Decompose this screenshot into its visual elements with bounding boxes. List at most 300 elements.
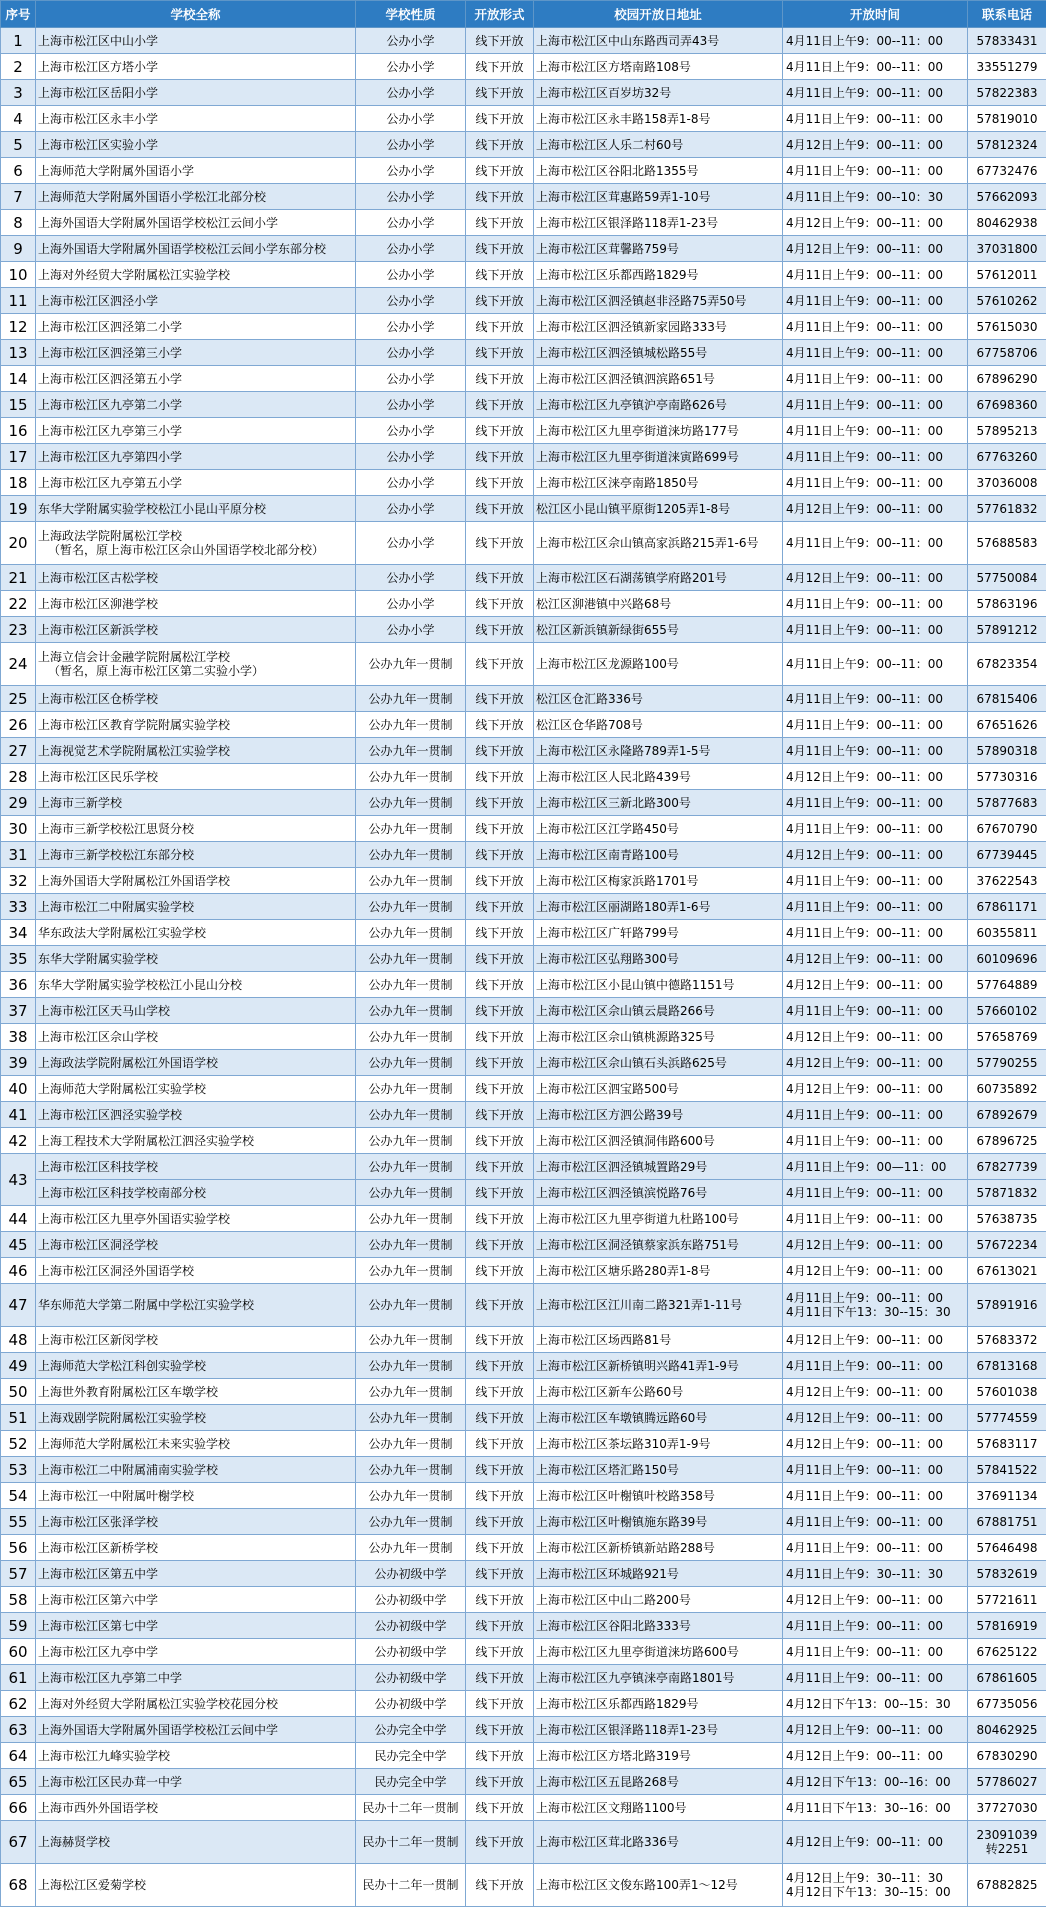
school-name (36, 1258, 356, 1284)
open-time (783, 210, 968, 236)
contact-phone-line: 57662093 (976, 189, 1038, 204)
table-row (1, 1154, 1046, 1180)
open-time (783, 1795, 968, 1821)
contact-phone-line: 37036008 (976, 475, 1038, 490)
row-number: 34 (1, 920, 36, 946)
school-type: 公办小学 (356, 236, 466, 262)
school-type: 公办九年一贯制 (356, 920, 466, 946)
contact-phone (968, 686, 1046, 712)
open-time-line: 4月12日上午9：00--11：00 (786, 951, 944, 966)
open-mode: 线下开放 (466, 470, 534, 496)
contact-phone-line: 57877683 (976, 795, 1038, 810)
school-name (36, 894, 356, 920)
open-time-line: 4月11日上午9：00--11：00 (786, 717, 944, 732)
school-name (36, 764, 356, 790)
row-number: 29 (1, 790, 36, 816)
school-address: 上海市松江区丽湖路180弄1-6号 (534, 894, 783, 920)
table-row (1, 764, 1046, 790)
school-type: 公办九年一贯制 (356, 894, 466, 920)
school-type: 公办小学 (356, 366, 466, 392)
table-row (1, 236, 1046, 262)
contact-phone-line: 67763260 (976, 449, 1038, 464)
open-mode: 线下开放 (466, 54, 534, 80)
school-type: 公办九年一贯制 (356, 972, 466, 998)
school-type: 公办小学 (356, 314, 466, 340)
school-address: 上海市松江区方泗公路39号 (534, 1102, 783, 1128)
contact-phone-line: 67758706 (976, 345, 1038, 360)
open-time (783, 565, 968, 591)
school-name-line: 上海市松江区张泽学校 (38, 1514, 159, 1529)
school-type: 公办小学 (356, 288, 466, 314)
row-number: 6 (1, 158, 36, 184)
contact-phone-line: 57683117 (976, 1436, 1038, 1451)
table-row (1, 1561, 1046, 1587)
row-number: 42 (1, 1128, 36, 1154)
row-number: 58 (1, 1587, 36, 1613)
school-address: 上海市松江区泗泾镇新家园路333号 (534, 314, 783, 340)
school-name-line: 上海市松江九峰实验学校 (38, 1748, 171, 1763)
school-name-line: 上海世外教育附属松江区车墩学校 (38, 1384, 219, 1399)
open-time (783, 1691, 968, 1717)
school-type: 公办九年一贯制 (356, 1154, 466, 1180)
table-row (1, 262, 1046, 288)
school-address: 上海市松江区文翔路1100号 (534, 1795, 783, 1821)
row-number: 40 (1, 1076, 36, 1102)
contact-phone (968, 998, 1046, 1024)
open-time (783, 1639, 968, 1665)
school-type: 公办九年一贯制 (356, 1327, 466, 1353)
school-address: 上海市松江区九亭镇沪亭南路626号 (534, 392, 783, 418)
school-type: 民办十二年一贯制 (356, 1821, 466, 1864)
school-name (36, 158, 356, 184)
open-time (783, 816, 968, 842)
open-time-line: 4月12日上午9：00--11：00 (786, 977, 944, 992)
school-name-line: 上海市松江区科技学校南部分校 (38, 1185, 207, 1200)
contact-phone-line: 57833431 (976, 33, 1038, 48)
school-type: 公办九年一贯制 (356, 712, 466, 738)
school-address: 上海市松江区方塔南路108号 (534, 54, 783, 80)
school-name-line: 上海市松江区岳阳小学 (38, 85, 159, 100)
open-time (783, 1431, 968, 1457)
table-row (1, 1024, 1046, 1050)
contact-phone (968, 1561, 1046, 1587)
open-mode: 线下开放 (466, 236, 534, 262)
school-name-line: 上海市松江区九里亭外国语实验学校 (38, 1211, 231, 1226)
open-mode: 线下开放 (466, 1717, 534, 1743)
table-row (1, 790, 1046, 816)
open-mode: 线下开放 (466, 972, 534, 998)
school-name (36, 1717, 356, 1743)
school-address: 上海市松江区车墩镇腾远路60号 (534, 1405, 783, 1431)
contact-phone (968, 314, 1046, 340)
school-name-line: 上海工程技术大学附属松江泗泾实验学校 (38, 1133, 255, 1148)
open-mode: 线下开放 (466, 1431, 534, 1457)
school-name (36, 1795, 356, 1821)
row-number: 64 (1, 1743, 36, 1769)
school-name (36, 184, 356, 210)
school-type: 公办九年一贯制 (356, 1379, 466, 1405)
contact-phone-line: 67881751 (976, 1514, 1038, 1529)
open-time (783, 1717, 968, 1743)
header-open-time: 开放时间 (783, 1, 968, 28)
table-row (1, 106, 1046, 132)
open-mode: 线下开放 (466, 842, 534, 868)
school-name-line: 上海视觉艺术学院附属松江实验学校 (38, 743, 231, 758)
open-time-line: 4月11日上午9：00--11：00 (786, 1644, 944, 1659)
school-name-line: 上海师范大学附属松江未来实验学校 (38, 1436, 231, 1451)
row-number: 50 (1, 1379, 36, 1405)
school-name (36, 998, 356, 1024)
school-name (36, 617, 356, 643)
school-address: 上海市松江区弘翔路300号 (534, 946, 783, 972)
row-number: 37 (1, 998, 36, 1024)
school-address: 上海市松江区叶榭镇叶校路358号 (534, 1483, 783, 1509)
open-time-line: 4月11日上午9：00--11：00 (786, 1514, 944, 1529)
school-name (36, 28, 356, 54)
school-name-line: 华东师范大学第二附属中学松江实验学校 (38, 1298, 255, 1312)
school-name-line: 上海外国语大学附属外国语学校松江云间小学 (38, 215, 279, 230)
contact-phone (968, 1743, 1046, 1769)
row-number: 51 (1, 1405, 36, 1431)
open-mode: 线下开放 (466, 1535, 534, 1561)
school-type: 公办九年一贯制 (356, 1353, 466, 1379)
school-name (36, 1431, 356, 1457)
school-name-line: 上海市松江区第七中学 (38, 1618, 159, 1633)
open-mode: 线下开放 (466, 1102, 534, 1128)
open-time-line: 4月11日上午9：00--11：00 (786, 449, 944, 464)
contact-phone-line: 67861605 (976, 1670, 1038, 1685)
open-time-line: 4月12日上午9：00--11：00 (786, 769, 944, 784)
open-time-line: 4月11日上午9：00--11：00 (786, 33, 944, 48)
open-time-line: 4月11日上午9：00--11：00 (786, 795, 944, 810)
row-number: 11 (1, 288, 36, 314)
open-time (783, 314, 968, 340)
contact-phone-line: 67613021 (976, 1263, 1038, 1278)
open-mode: 线下开放 (466, 617, 534, 643)
open-time-line: 4月11日上午9：00--11：00 (786, 622, 944, 637)
contact-phone (968, 1128, 1046, 1154)
school-name (36, 470, 356, 496)
school-type: 公办九年一贯制 (356, 764, 466, 790)
school-address: 上海市松江区九亭镇涞亭南路1801号 (534, 1665, 783, 1691)
open-mode: 线下开放 (466, 444, 534, 470)
open-time-line: 4月12日上午9：00--11：00 (786, 1384, 944, 1399)
open-time-line: 4月11日上午9：00--10：30 (786, 189, 944, 204)
school-name-line: 东华大学附属实验学校松江小昆山分校 (38, 977, 243, 992)
school-type: 公办初级中学 (356, 1639, 466, 1665)
contact-phone (968, 1795, 1046, 1821)
open-time (783, 470, 968, 496)
table-row (1, 1795, 1046, 1821)
school-address: 上海市松江区人乐二村60号 (534, 132, 783, 158)
contact-phone-line: 67625122 (976, 1644, 1038, 1659)
school-type: 公办小学 (356, 158, 466, 184)
open-mode: 线下开放 (466, 1180, 534, 1206)
contact-phone (968, 1769, 1046, 1795)
school-name-line: 东华大学附属实验学校 (38, 951, 159, 966)
school-name (36, 418, 356, 444)
contact-phone-line: 37691134 (976, 1488, 1038, 1503)
school-name (36, 288, 356, 314)
contact-phone-line: 57774559 (976, 1410, 1038, 1425)
table-row (1, 1284, 1046, 1327)
contact-phone-line: 57863196 (976, 596, 1038, 611)
table-row (1, 132, 1046, 158)
school-address: 上海市松江区九里亭街道九杜路100号 (534, 1206, 783, 1232)
school-type: 公办小学 (356, 132, 466, 158)
school-address: 上海市松江区泗泾镇洞伟路600号 (534, 1128, 783, 1154)
open-time-line: 4月11日上午9：00--11：00 (786, 397, 944, 412)
school-address: 上海市松江区泗泾镇城松路55号 (534, 340, 783, 366)
school-name (36, 1457, 356, 1483)
school-type: 公办九年一贯制 (356, 1232, 466, 1258)
contact-phone-line: 37727030 (976, 1800, 1038, 1815)
contact-phone-line: 57832619 (976, 1566, 1038, 1581)
school-name-line: 上海市松江区古松学校 (38, 570, 159, 585)
header-row (1, 1, 1046, 28)
school-type: 公办小学 (356, 522, 466, 565)
contact-phone-line: 57816919 (976, 1618, 1038, 1633)
school-name-line: （暂名，原上海市松江区佘山外国语学校北部分校） (48, 543, 325, 557)
contact-phone-line: 67861171 (976, 899, 1038, 914)
row-number: 47 (1, 1284, 36, 1327)
open-mode: 线下开放 (466, 1613, 534, 1639)
table-row (1, 1613, 1046, 1639)
open-mode: 线下开放 (466, 1743, 534, 1769)
school-address: 上海市松江区茸北路336号 (534, 1821, 783, 1864)
school-address: 上海市松江区泗泾镇城置路29号 (534, 1154, 783, 1180)
school-name-line: 上海市松江一中附属叶榭学校 (38, 1488, 195, 1503)
row-number: 26 (1, 712, 36, 738)
open-time-line: 4月12日上午9：00--11：00 (786, 1263, 944, 1278)
school-name-line: 上海市松江区永丰小学 (38, 111, 159, 126)
contact-phone (968, 262, 1046, 288)
open-time-line: 4月11日上午9：00--11：00 (786, 1003, 944, 1018)
contact-phone (968, 1821, 1046, 1864)
open-time (783, 1128, 968, 1154)
table-row (1, 54, 1046, 80)
school-name (36, 132, 356, 158)
school-name (36, 1180, 356, 1206)
open-mode: 线下开放 (466, 1206, 534, 1232)
row-number: 20 (1, 522, 36, 565)
open-time-line: 4月11日上午9：00--11：00 (786, 743, 944, 758)
school-name (36, 868, 356, 894)
school-address: 上海市松江区银泽路118弄1-23号 (534, 210, 783, 236)
school-name (36, 1691, 356, 1717)
school-name-line: 上海市松江区泖港学校 (38, 596, 159, 611)
row-number: 36 (1, 972, 36, 998)
table-row (1, 314, 1046, 340)
open-time (783, 1509, 968, 1535)
open-time-line: 4月11日上午9：00--11：00 (786, 1211, 944, 1226)
contact-phone (968, 1717, 1046, 1743)
open-time (783, 1284, 968, 1327)
row-number: 21 (1, 565, 36, 591)
school-type: 公办小学 (356, 565, 466, 591)
school-name (36, 1769, 356, 1795)
contact-phone-line: 57841522 (976, 1462, 1038, 1477)
school-name-line: 上海市松江区洞泾学校 (38, 1237, 159, 1252)
school-address: 上海市松江区银泽路118弄1-23号 (534, 1717, 783, 1743)
open-time (783, 262, 968, 288)
open-time-line: 4月11日上午9：00--11：00 (786, 536, 944, 550)
open-time-line: 4月11日上午9：00--11：00 (786, 371, 944, 386)
row-number: 65 (1, 1769, 36, 1795)
contact-phone (968, 1102, 1046, 1128)
open-time (783, 1587, 968, 1613)
school-name (36, 1864, 356, 1907)
school-type: 公办小学 (356, 28, 466, 54)
school-name (36, 790, 356, 816)
contact-phone-line: 67698360 (976, 397, 1038, 412)
contact-phone (968, 522, 1046, 565)
open-mode: 线下开放 (466, 946, 534, 972)
table-row (1, 1258, 1046, 1284)
row-number: 23 (1, 617, 36, 643)
contact-phone (968, 1232, 1046, 1258)
row-number: 44 (1, 1206, 36, 1232)
contact-phone (968, 946, 1046, 972)
school-name (36, 1076, 356, 1102)
row-number: 14 (1, 366, 36, 392)
open-time (783, 1180, 968, 1206)
row-number: 17 (1, 444, 36, 470)
contact-phone (968, 972, 1046, 998)
table-row (1, 565, 1046, 591)
school-name (36, 392, 356, 418)
table-row (1, 591, 1046, 617)
row-number: 41 (1, 1102, 36, 1128)
open-time (783, 643, 968, 686)
contact-phone-line: 67892679 (976, 1107, 1038, 1122)
school-type: 公办小学 (356, 444, 466, 470)
school-name-line: 上海外国语大学附属外国语学校松江云间小学东部分校 (38, 241, 327, 256)
school-address: 松江区仓汇路336号 (534, 686, 783, 712)
contact-phone-line: 57683372 (976, 1332, 1038, 1347)
table-row (1, 643, 1046, 686)
contact-phone (968, 1535, 1046, 1561)
open-time-line: 4月11日上午9：00--11：00 (786, 293, 944, 308)
contact-phone (968, 1024, 1046, 1050)
school-name (36, 972, 356, 998)
school-type: 公办小学 (356, 54, 466, 80)
header-phone: 联系电话 (968, 1, 1046, 28)
contact-phone-line: 67823354 (976, 657, 1038, 671)
row-number: 43 (1, 1154, 36, 1206)
row-number: 59 (1, 1613, 36, 1639)
contact-phone (968, 842, 1046, 868)
school-type: 公办初级中学 (356, 1691, 466, 1717)
school-name (36, 1535, 356, 1561)
school-address: 上海市松江区新桥镇明兴路41弄1-9号 (534, 1353, 783, 1379)
contact-phone (968, 28, 1046, 54)
contact-phone-line: 67830290 (976, 1748, 1038, 1763)
table-row (1, 80, 1046, 106)
school-address: 上海市松江区泗泾镇泗滨路651号 (534, 366, 783, 392)
open-time-line: 4月11日上午9：00--11：00 (786, 163, 944, 178)
contact-phone-line: 57895213 (976, 423, 1038, 438)
contact-phone-line: 67882825 (976, 1878, 1038, 1892)
row-number: 61 (1, 1665, 36, 1691)
contact-phone-line: 57790255 (976, 1055, 1038, 1070)
open-mode: 线下开放 (466, 1691, 534, 1717)
school-name (36, 591, 356, 617)
contact-phone (968, 643, 1046, 686)
open-mode: 线下开放 (466, 1327, 534, 1353)
school-type: 公办小学 (356, 106, 466, 132)
school-name-line: 上海市松江区九亭中学 (38, 1644, 159, 1659)
open-time (783, 1769, 968, 1795)
school-address: 上海市松江区三新北路300号 (534, 790, 783, 816)
open-time-line: 4月11日上午9：00--11：00 (786, 596, 944, 611)
school-name (36, 106, 356, 132)
school-type: 民办完全中学 (356, 1743, 466, 1769)
open-mode: 线下开放 (466, 314, 534, 340)
school-name (36, 1102, 356, 1128)
contact-phone (968, 1076, 1046, 1102)
open-time (783, 340, 968, 366)
contact-phone (968, 106, 1046, 132)
open-time (783, 591, 968, 617)
school-name (36, 1665, 356, 1691)
open-time-line: 4月11日上午9：00--11：00 (786, 873, 944, 888)
table-row (1, 1206, 1046, 1232)
open-time-line: 4月12日上午9：00--11：00 (786, 1055, 944, 1070)
contact-phone (968, 1509, 1046, 1535)
open-time-line: 4月11日上午9：00--11：00 (786, 85, 944, 100)
open-time-line: 4月12日上午9：00--11：00 (786, 847, 944, 862)
school-type: 公办九年一贯制 (356, 1076, 466, 1102)
school-type: 公办小学 (356, 184, 466, 210)
school-name-line: 上海松江区爱菊学校 (38, 1878, 147, 1892)
open-time (783, 1102, 968, 1128)
school-name (36, 842, 356, 868)
open-time (783, 1353, 968, 1379)
table-row (1, 712, 1046, 738)
school-address: 上海市松江区茶坛路310弄1-9号 (534, 1431, 783, 1457)
contact-phone (968, 894, 1046, 920)
school-name-line: 上海市松江区民乐学校 (38, 769, 159, 784)
contact-phone-line: 80462925 (976, 1722, 1038, 1737)
school-type: 公办九年一贯制 (356, 1102, 466, 1128)
contact-phone (968, 764, 1046, 790)
contact-phone (968, 366, 1046, 392)
open-mode: 线下开放 (466, 1639, 534, 1665)
table-row (1, 1743, 1046, 1769)
table-row (1, 470, 1046, 496)
contact-phone (968, 868, 1046, 894)
row-number: 32 (1, 868, 36, 894)
open-mode: 线下开放 (466, 894, 534, 920)
open-time (783, 158, 968, 184)
school-type: 公办完全中学 (356, 1717, 466, 1743)
school-name-line: 上海市松江二中附属浦南实验学校 (38, 1462, 219, 1477)
open-mode: 线下开放 (466, 1128, 534, 1154)
open-time-line: 4月11日下午13：30--16：00 (786, 1800, 951, 1815)
open-time (783, 946, 968, 972)
row-number: 60 (1, 1639, 36, 1665)
open-time-line: 4月12日上午9：00--11：00 (786, 1748, 944, 1763)
school-type: 公办九年一贯制 (356, 1128, 466, 1154)
open-time-line: 4月12日上午9：00--11：00 (786, 1081, 944, 1096)
open-time (783, 1206, 968, 1232)
contact-phone (968, 617, 1046, 643)
table-row (1, 210, 1046, 236)
school-type: 公办初级中学 (356, 1587, 466, 1613)
contact-phone (968, 1691, 1046, 1717)
open-mode: 线下开放 (466, 392, 534, 418)
